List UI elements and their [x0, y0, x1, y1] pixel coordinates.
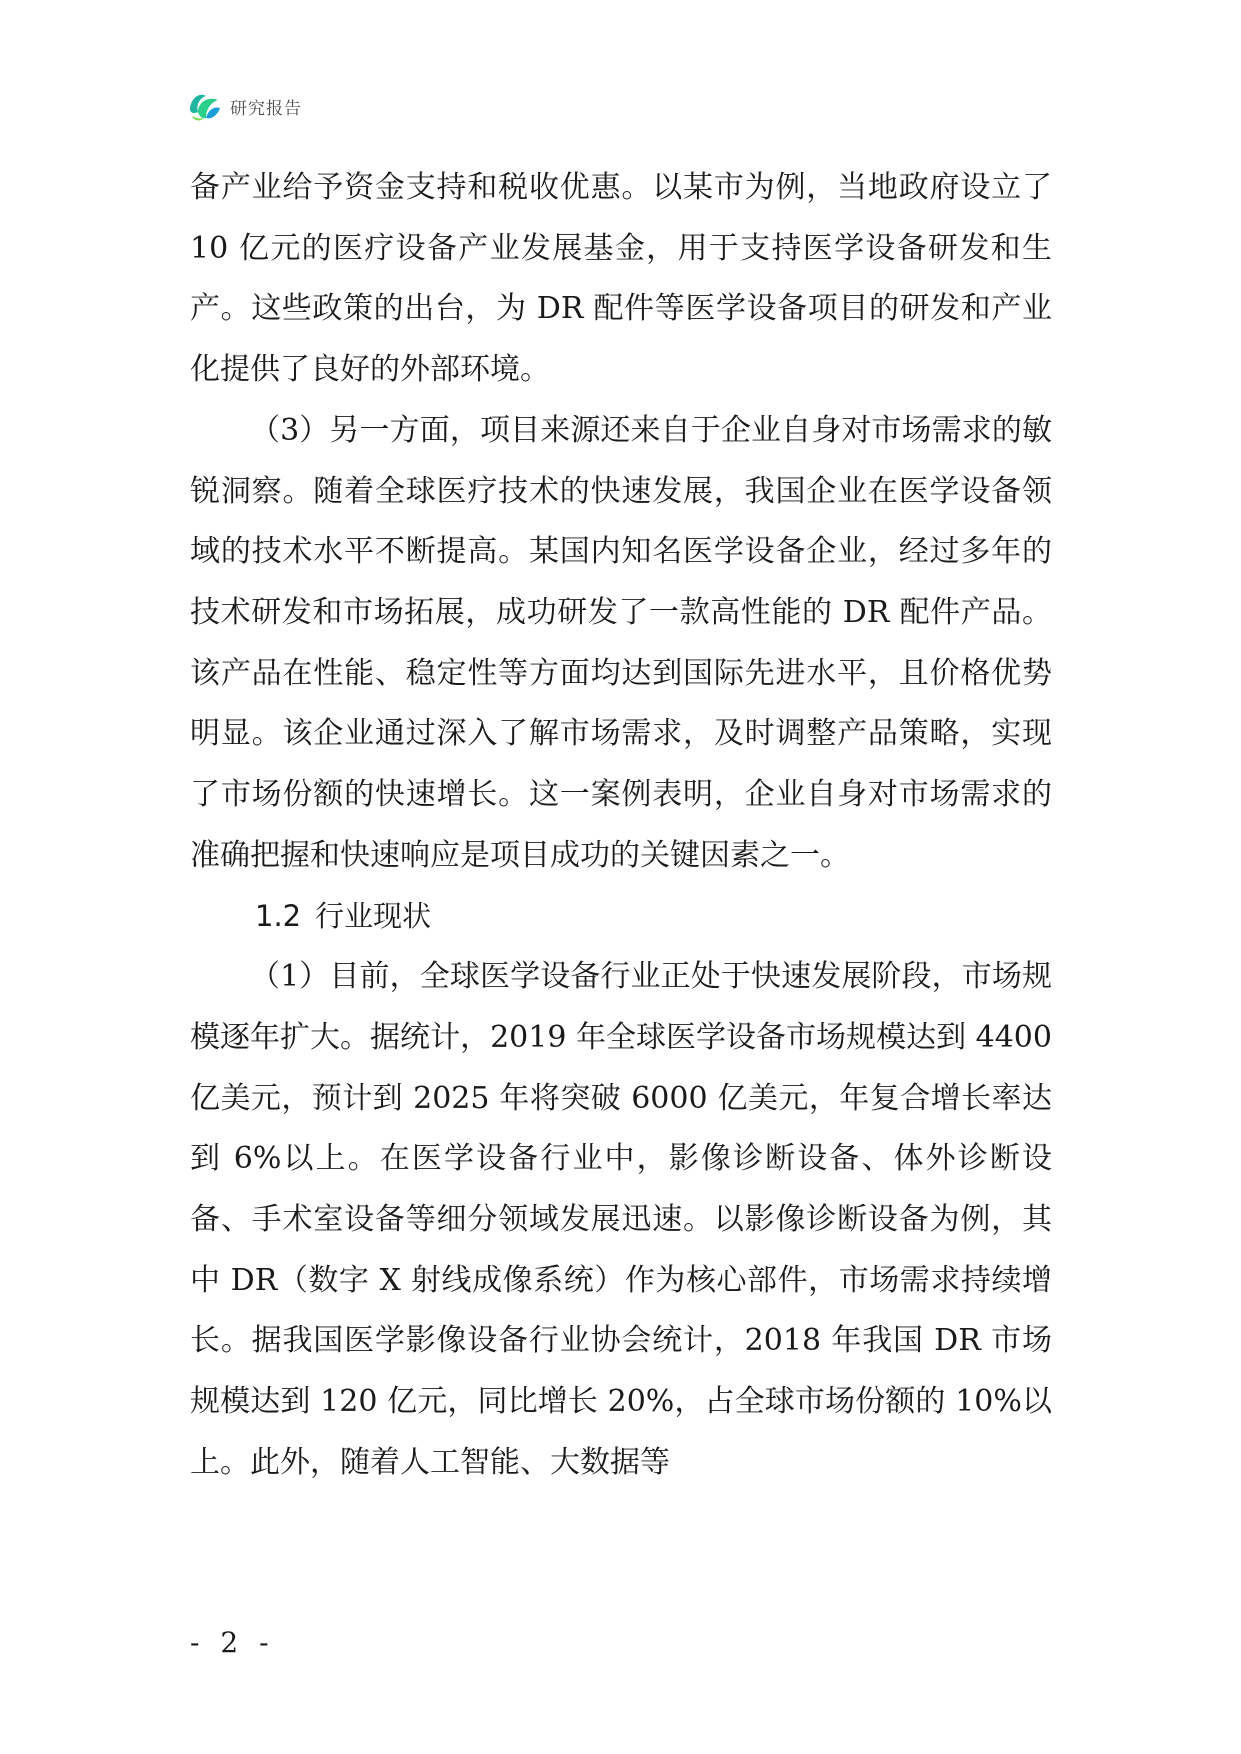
body-paragraph: （3）另一方面，项目来源还来自于企业自身对市场需求的敏锐洞察。随着全球医疗技术的快速发展，我国企业在医学设备领域的技术水平不断提高。某国内知名医学设备企业，经过多年的技术研发和市场拓展，成功研发了一款高性能的 DR 配件产品。该产品在性能、稳定性等方面均达到国际先进水平，且价格优势明显。该企业通过深入了解市场需求，及时调整产品策略，实现了市场份额的快速增长。这一案例表明，企业自身对市场需求的准确把握和快速响应是项目成功的关键因素之一。 — [190, 412, 1052, 873]
page-header — [186, 88, 302, 124]
section-number: 1.2 — [255, 899, 302, 934]
body-paragraph: 备产业给予资金支持和税收优惠。以某市为例，当地政府设立了 10 亿元的医疗设备产业发展基金，用于支持医学设备研发和生产。这些政策的出台，为 DR 配件等医学设备项目的研发和产业化提供了良好的外部环境。 — [190, 170, 1052, 388]
body-paragraph: （1）目前，全球医学设备行业正处于快速发展阶段，市场规模逐年扩大。据统计，2019 年全球医学设备市场规模达到 4400 亿美元，预计到 2025 年将突破 6000 亿美元，年复合增长率达到 6%以上。在医学设备行业中，影像诊断设备、体外诊断设备、手术室设备等细分领域发展迅速。以影像诊断设备为例，其中 DR（数字 X 射线成像系统）作为核心部件，市场需求持续增长。据我国医学影像设备行业协会统计，2018 年我国 DR 市场规模达到 120 亿元，同比增长 20%，占全球市场份额的 10%以上。此外，随着人工智能、大数据等 — [190, 959, 1052, 1480]
section-title: 行业现状 — [315, 899, 432, 934]
document-body — [190, 158, 1052, 1493]
header-title: 研究报告 — [230, 98, 302, 119]
leaf-swirl-logo-icon — [186, 88, 222, 124]
page-number: - 2 - — [190, 1626, 275, 1659]
section-heading — [190, 886, 1052, 947]
